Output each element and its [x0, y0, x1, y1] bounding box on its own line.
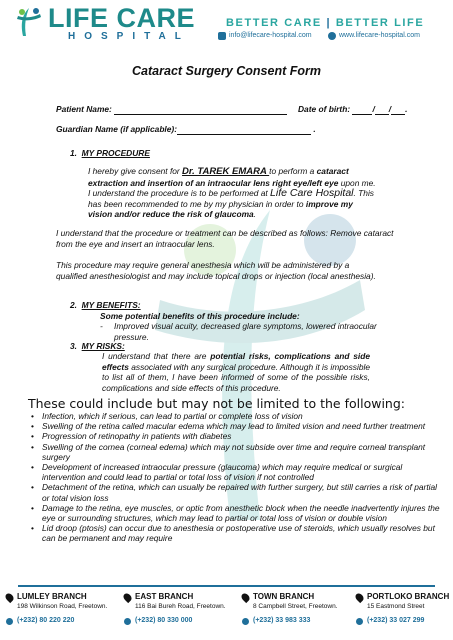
procedure-heading — [70, 148, 150, 159]
procedure-text-h: . — [253, 209, 257, 219]
risks-text-c: associated with any surgical procedure. Although it is impossible to list all of them, I have been informed of some of the possible risks, complications and side effects of this procedure. — [102, 361, 370, 393]
dob-sep-1: / — [372, 104, 375, 114]
benefits-dash: - — [100, 321, 103, 331]
list-item: • Swelling of the cornea (corneal edema) which may not subside over time and require corneal transplant surgery — [42, 442, 442, 462]
dob-day-field[interactable] — [352, 104, 375, 115]
guardian-name-field[interactable] — [177, 125, 311, 135]
patient-name-field[interactable] — [114, 105, 287, 115]
phone-icon — [124, 618, 131, 625]
email-icon — [218, 32, 226, 40]
dob-label: Date of birth: — [298, 104, 351, 114]
branch-address: 198 Wilkinson Road, Freetown. — [17, 603, 108, 610]
logo-subtitle: HOSPITAL — [68, 31, 190, 42]
contact-email — [218, 31, 312, 41]
dob-end: . — [405, 104, 408, 114]
guardian-end: . — [313, 124, 316, 134]
patient-name-row — [56, 104, 287, 115]
list-item: • Progression of retinopathy in patients with diabetes — [42, 431, 442, 441]
branch-phone[interactable]: (+232) 80 330 000 — [135, 617, 193, 624]
tagline-better-life: BETTER LIFE — [335, 17, 425, 29]
risks-text-a: I understand that there are — [102, 351, 211, 361]
globe-icon — [328, 32, 336, 40]
email-text[interactable]: info@lifecare-hospital.com — [229, 32, 312, 39]
tagline-separator: | — [321, 17, 336, 29]
risks-list-heading: These could include but may not be limited to the following: — [28, 396, 406, 411]
dob-sep-2: / — [388, 104, 392, 114]
branch-phone[interactable]: (+232) 80 220 220 — [17, 617, 75, 624]
guardian-label: Guardian Name (if applicable): — [56, 124, 177, 134]
risks-paragraph — [102, 351, 370, 393]
branch-portloko — [356, 592, 451, 626]
branch-phone[interactable]: (+232) 33 027 299 — [367, 617, 425, 624]
procedure-title: MY PROCEDURE — [81, 148, 150, 158]
benefits-heading — [70, 300, 141, 311]
risks-number: 3. — [70, 341, 77, 351]
branch-name: TOWN BRANCH — [253, 592, 315, 601]
branch-name: LUMLEY BRANCH — [17, 592, 87, 601]
anesthesia-paragraph: This procedure may require general anesthesia which will be administered by a qualified anesthesiologist and may include topical drops or injection (local anesthesia). — [56, 260, 376, 281]
benefits-intro: Some potential benefits of this procedure include: — [100, 311, 300, 321]
patient-name-label: Patient Name: — [56, 104, 112, 114]
list-item: • Infection, which if serious, can lead to partial or complete loss of vision — [42, 411, 442, 421]
phone-icon — [242, 618, 249, 625]
branch-lumley — [6, 592, 118, 626]
website-text[interactable]: www.lifecare-hospital.com — [339, 32, 420, 39]
list-item: • Development of increased intraocular pressure (glaucoma) which may require medical or surgical intervention and could lead to partial or total loss of vision if not controlled — [42, 462, 442, 482]
branch-town — [242, 592, 354, 626]
procedure-glaucoma: glaucoma — [212, 209, 254, 219]
phone-icon — [356, 618, 363, 625]
procedure-description: cataract extraction and insertion of an intraocular lens right eye/left eye — [88, 166, 349, 188]
footer-divider — [18, 585, 435, 587]
list-item: • Swelling of the retina called macular edema which may lead to limited vision and need further treatment — [42, 421, 442, 431]
location-pin-icon — [240, 591, 251, 602]
letterhead — [0, 0, 453, 48]
procedure-text-b: to perform a — [269, 166, 317, 176]
hospital-logo-icon — [14, 6, 44, 40]
tagline-better-care: BETTER CARE — [226, 17, 322, 29]
benefits-item: Improved visual acuity, decreased glare symptoms, lowered intraocular pressure. — [114, 321, 377, 342]
branch-address: 15 Eastmond Street — [367, 603, 425, 610]
dob-month-field[interactable] — [375, 104, 392, 115]
branch-name: EAST BRANCH — [135, 592, 194, 601]
benefits-number: 2. — [70, 300, 77, 310]
procedure-goal: improve my vision and/or reduce the risk of — [88, 198, 353, 219]
list-item: • Detachment of the retina, which can usually be repaired with further surgery, but still carries a risk of partial or total vision loss — [42, 482, 442, 502]
logo-title: LIFE CARE — [48, 3, 196, 33]
procedure-paragraph — [88, 166, 376, 220]
location-pin-icon — [4, 591, 15, 602]
hospital-name: Life Care Hospital — [270, 187, 354, 199]
branch-footer — [0, 585, 453, 640]
branch-east — [124, 592, 236, 626]
location-pin-icon — [354, 591, 365, 602]
risks-list — [28, 411, 442, 544]
procedure-text-d: upon me. I understand the procedure is to be performed at — [88, 177, 376, 198]
dob-year-field[interactable] — [388, 104, 408, 115]
branch-address: 116 Bai Bureh Road, Freetown. — [135, 603, 226, 610]
procedure-text-e: . This has been recommended to me by my physician in order to — [88, 188, 374, 209]
risks-heading — [70, 341, 125, 352]
form-title: Cataract Surgery Consent Form — [132, 64, 321, 78]
branch-address: 8 Campbell Street, Freetown. — [253, 603, 338, 610]
procedure-description-paragraph: I understand that the procedure or treatment can be described as follows: Remove cataract from the eye and insert an intraocular lens. — [56, 228, 394, 249]
branch-phone[interactable]: (+232) 33 983 333 — [253, 617, 311, 624]
tagline — [226, 17, 424, 30]
list-item: • Damage to the retina, eye muscles, or optic from anesthetic block when the needle inadvertently injures the eye or surrounding structures, which may lead to partial or total loss of vision or double vision — [42, 503, 442, 523]
benefits-title: MY BENEFITS: — [81, 300, 141, 310]
guardian-row — [56, 124, 316, 135]
list-item: • Lid droop (ptosis) can occur due to anesthesia or postoperative use of steroids, which usually resolves but can be permanent and may require — [42, 523, 442, 543]
phone-icon — [6, 618, 13, 625]
doctor-name: Dr. TAREK EMARA — [182, 166, 270, 177]
procedure-text-a: I hereby give consent for — [88, 166, 183, 176]
procedure-number: 1. — [70, 148, 77, 158]
risks-title: MY RISKS: — [81, 341, 125, 351]
contact-website — [328, 31, 420, 41]
location-pin-icon — [122, 591, 133, 602]
dob-row — [298, 104, 407, 115]
risks-text-b: potential risks, complications and side effects — [102, 351, 370, 372]
branch-name: PORTLOKO BRANCH — [367, 592, 450, 601]
